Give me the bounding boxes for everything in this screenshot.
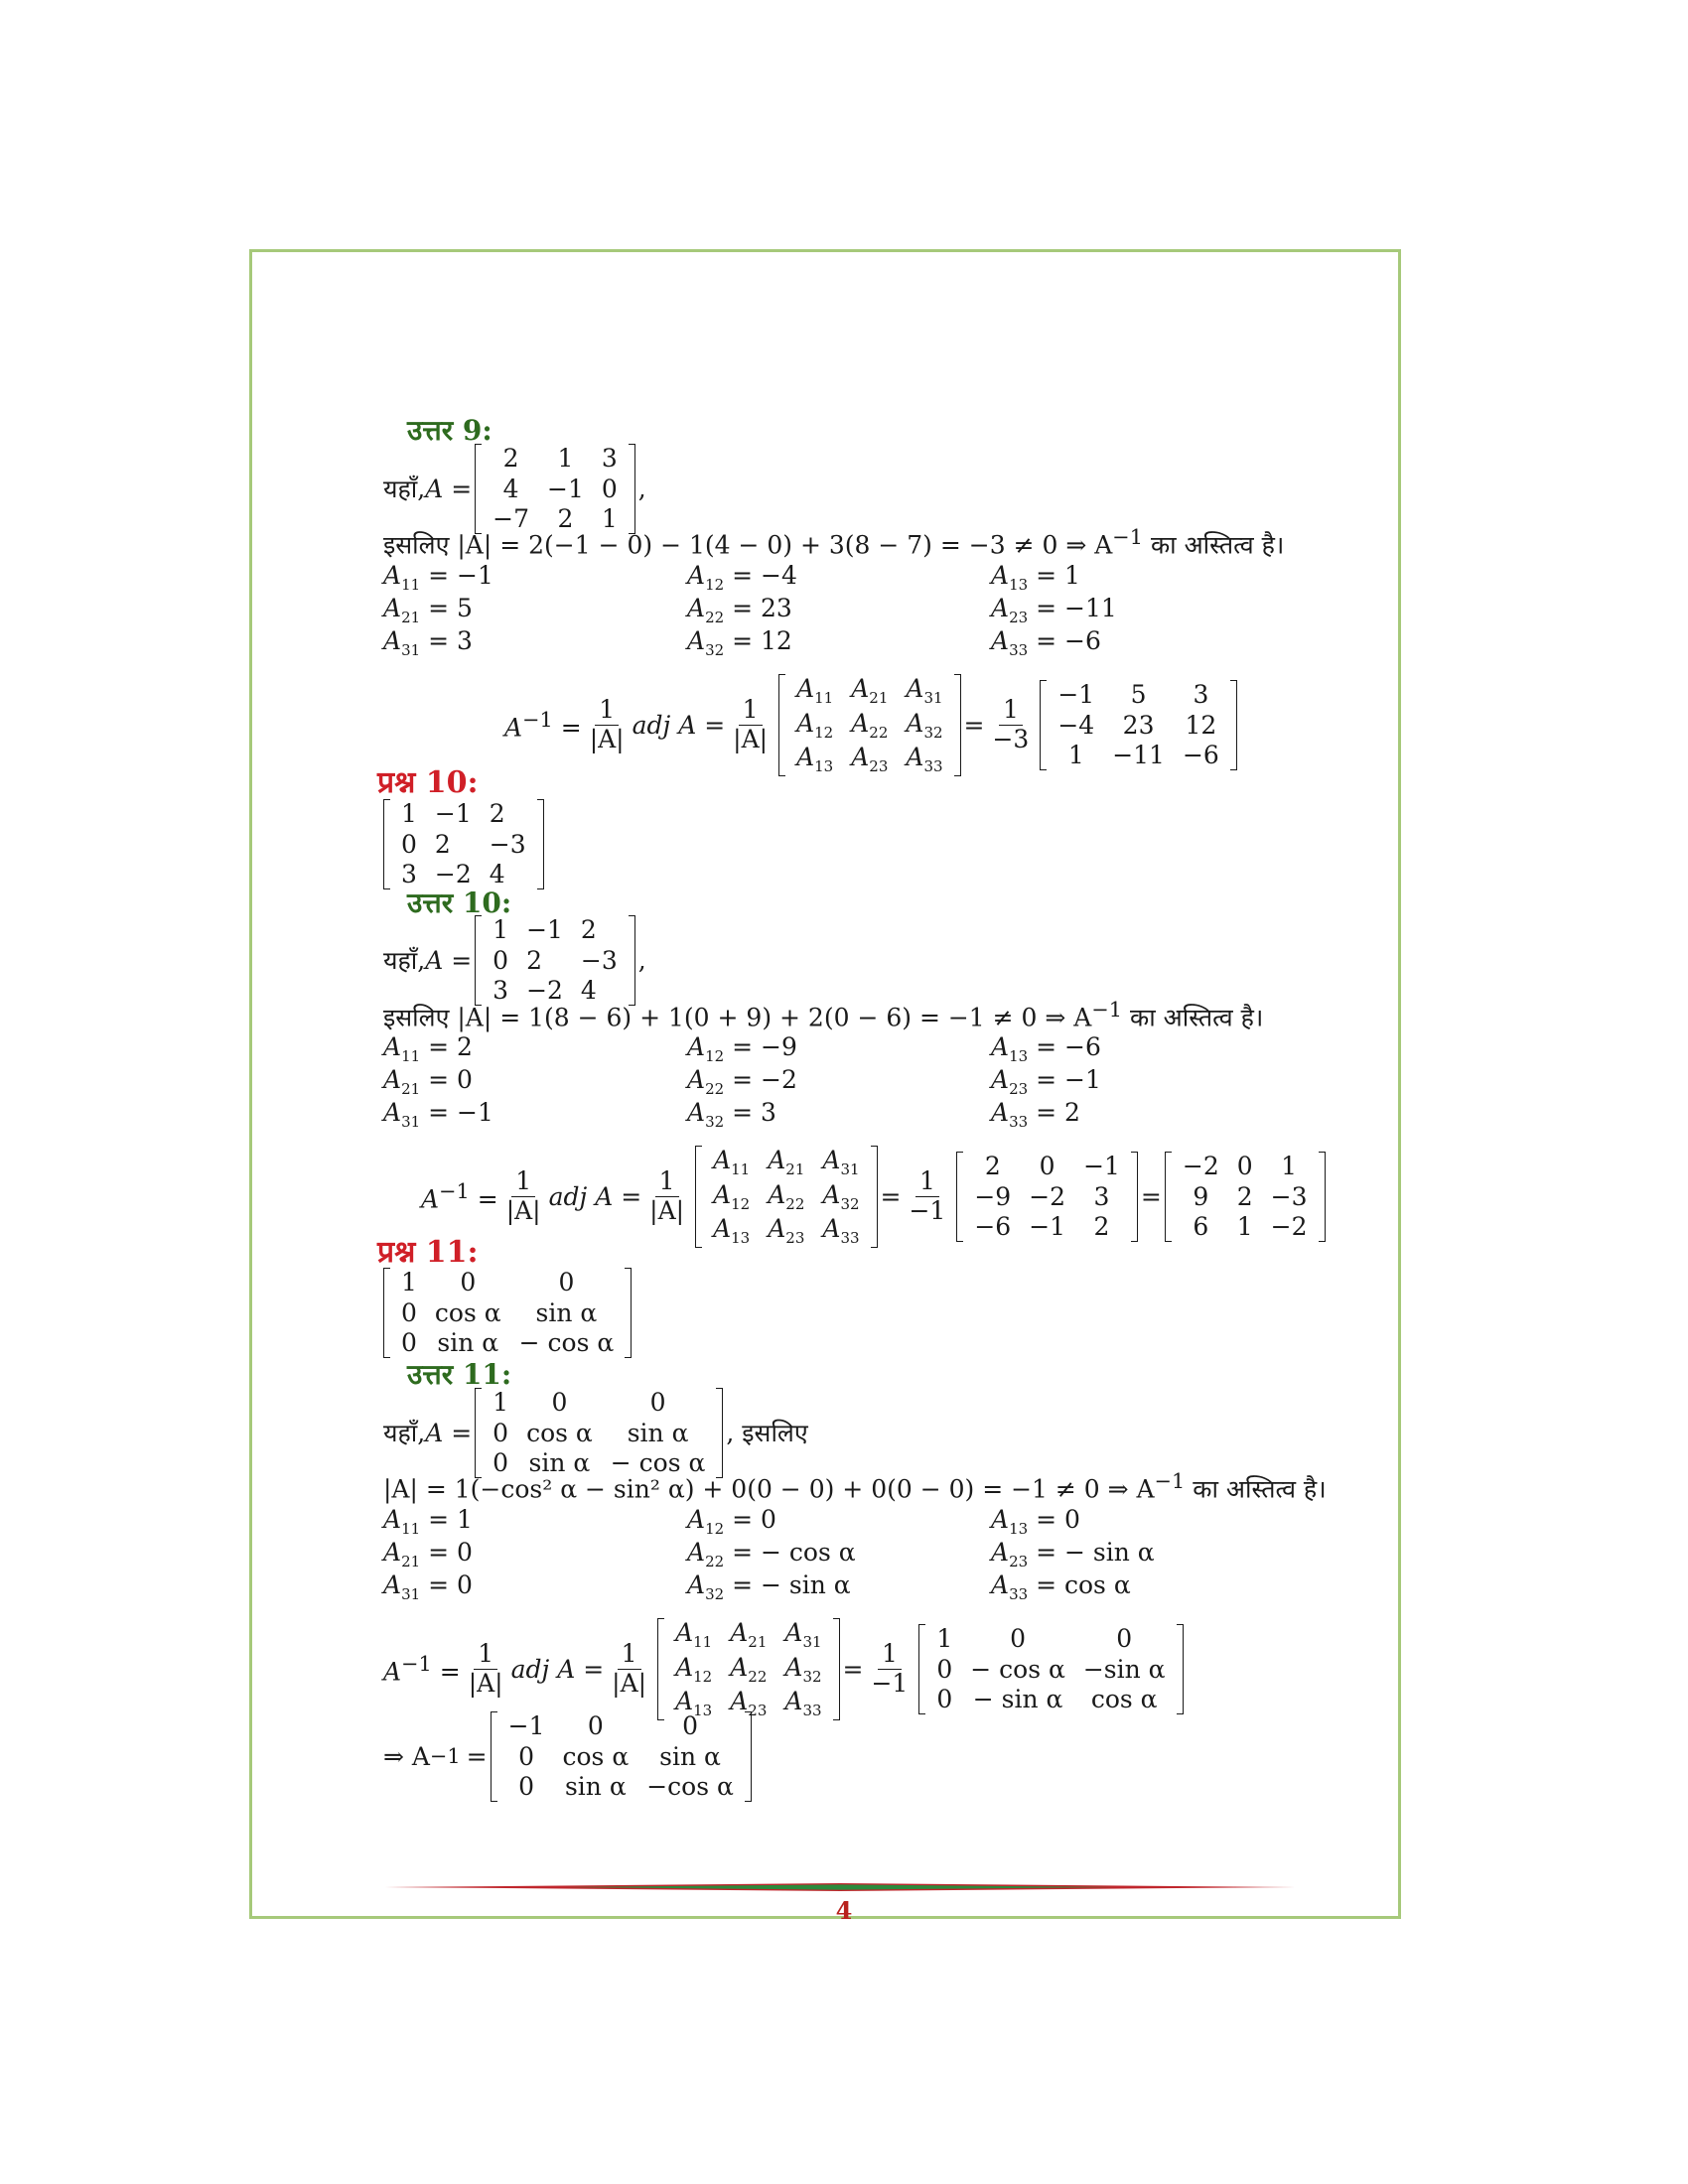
matrix-cell: −2	[434, 860, 472, 888]
cofactor-entry: $A_{22} = 23$	[687, 594, 792, 626]
matrix-cell: $A_{32}$	[906, 708, 943, 742]
matrix-cell: −1	[507, 1711, 545, 1740]
matrix-cell: 1	[1281, 1152, 1298, 1181]
matrix-cell: sin α	[564, 1772, 627, 1801]
cofactor-entry: $A_{21} = 0$	[383, 1538, 473, 1570]
matrix-cell: 0	[518, 1772, 534, 1801]
matrix-cell: $A_{23}$	[851, 743, 889, 776]
adj-symbols-a9	[778, 674, 960, 776]
matrix-cell: − cos α	[970, 1654, 1065, 1684]
matrix-cell: 1	[1236, 1212, 1253, 1242]
matrix-cell: 0	[1116, 1624, 1133, 1654]
matrix-cell: −sin α	[1082, 1654, 1166, 1684]
matrix-q10	[383, 799, 544, 889]
matrix-cell: 0	[1236, 1152, 1253, 1181]
cofactor-entry: $A_{21} = 0$	[383, 1065, 473, 1098]
matrix-cell: $A_{22}$	[768, 1179, 805, 1213]
matrix-cell: −2	[526, 976, 563, 1005]
question-10-matrix	[383, 799, 547, 889]
matrix-cell: $A_{11}$	[675, 1618, 713, 1651]
answer-10-determinant: इसलिए |A| = 1(8 − 6) + 1(0 + 9) + 2(0 − 6) = −1 ≠ 0 ⇒ $A^{-1}$ का अस्तित्व है।	[383, 998, 1264, 1032]
matrix-cell: − cos α	[610, 1448, 706, 1477]
matrix-cell: −6	[974, 1212, 1012, 1242]
cofactor-entry: $A_{12} = 0$	[687, 1505, 776, 1538]
matrix-cell: −4	[1057, 710, 1095, 740]
matrix-cell: $A_{12}$	[675, 1652, 713, 1686]
matrix-cell: 1	[492, 1388, 509, 1417]
matrix-cell: 2	[502, 444, 519, 473]
matrix-q11	[383, 1268, 632, 1358]
result-matrix-a9	[1040, 680, 1236, 770]
cofactor-entry: $A_{22}$ = − cos α	[687, 1538, 856, 1570]
matrix-cell: 3	[1093, 1181, 1110, 1211]
matrix-cell: 2	[434, 829, 451, 859]
cofactor-entry: $A_{31} = 0$	[383, 1570, 473, 1603]
matrix-cell: 1	[557, 444, 574, 473]
matrix-cell: $A_{33}$	[784, 1687, 822, 1720]
matrix-cell: 2	[984, 1152, 1001, 1181]
matrix-cell: $A_{32}$	[822, 1179, 860, 1213]
cofactor-entry: $A_{31} = -1$	[383, 1098, 493, 1131]
matrix-cell: − cos α	[518, 1328, 615, 1357]
cofactor-entry: $A_{32} = 12$	[687, 626, 792, 659]
matrix-cell: 0	[601, 474, 618, 503]
question-10-heading: प्रश्न 10:	[377, 765, 479, 800]
matrix-cell: 5	[1130, 680, 1147, 710]
matrix-cell: −3	[489, 829, 526, 859]
matrix-cell: 1	[1067, 741, 1084, 770]
matrix-cell: −1	[434, 799, 472, 828]
adj-symbols-a11	[657, 1618, 839, 1720]
matrix-cell: 3	[492, 976, 509, 1005]
matrix-cell: 1	[401, 1268, 417, 1297]
matrix-cell: $A_{33}$	[906, 743, 943, 776]
matrix-cell: 0	[492, 945, 509, 975]
cofactor-entry: $A_{22} = -2$	[687, 1065, 797, 1098]
cofactor-entry: $A_{23} = -1$	[991, 1065, 1101, 1098]
matrix-cell: $A_{21}$	[768, 1146, 805, 1178]
matrix-cell: cos α	[1090, 1685, 1158, 1714]
matrix-cell: 0	[936, 1654, 953, 1684]
matrix-cell: $A_{11}$	[796, 674, 834, 707]
matrix-cell: $A_{21}$	[851, 674, 889, 707]
cofactor-entry: $A_{13} = 0$	[991, 1505, 1080, 1538]
matrix-cell: 0	[551, 1388, 568, 1417]
matrix-cell: 3	[1193, 680, 1209, 710]
answer-11-matrix-def: यहाँ, A = 1 0 0 0 cos α sin α 0 sin α − cos α , इसलिए	[383, 1388, 808, 1477]
matrix-cell: 3	[601, 444, 618, 473]
matrix-cell: cos α	[562, 1741, 630, 1771]
adj-symbols-a10	[695, 1146, 877, 1248]
matrix-cell: $A_{23}$	[768, 1214, 805, 1248]
matrix-cell: $A_{22}$	[730, 1652, 768, 1686]
matrix-cell: $A_{31}$	[784, 1618, 822, 1651]
matrix-cell: −cos α	[646, 1772, 734, 1801]
matrix-cell: −1	[1029, 1212, 1066, 1242]
cofactor-entry: $A_{33} = \cos \alpha$	[991, 1570, 1131, 1603]
matrix-cell: − sin α	[972, 1685, 1063, 1714]
answer-10-inverse: $A^{-1}$ = $\frac{1}{|A|}$ adj A = $\frac{1}{|A|}$ $A_{11}$ $A_{21}$ $A_{31}$ $A_{12}$ $A_{22}$ $A_{32}$ $A_{13}$ $A_{23}$ $A_{33}$ = $\frac{1}{-1}$ 2 0 −1 −9 −2 3 −6 −1 2 = −2 0 1 9 2 −3 6 1 −2	[421, 1146, 1329, 1248]
matrix-cell: −11	[1112, 741, 1165, 770]
matrix-cell: 1	[936, 1624, 953, 1654]
cofactor-entry: $A_{11} = 1$	[383, 1505, 473, 1538]
scaled-matrix-a11	[918, 1624, 1183, 1714]
matrix-cell: 0	[1010, 1624, 1026, 1654]
cofactor-entry: $A_{13} = 1$	[991, 561, 1080, 594]
matrix-cell: 4	[489, 860, 505, 888]
matrix-cell: −3	[1270, 1181, 1308, 1211]
cofactor-entry: $A_{33} = -6$	[991, 626, 1101, 659]
matrix-cell: cos α	[434, 1297, 501, 1327]
matrix-cell: $A_{13}$	[713, 1214, 751, 1248]
cofactor-entry: $A_{32}$ = − sin α	[687, 1570, 851, 1603]
matrix-cell: sin α	[627, 1418, 689, 1447]
matrix-cell: $A_{31}$	[906, 674, 943, 707]
matrix-cell: $A_{11}$	[713, 1146, 751, 1178]
answer-11-inverse: $A^{-1}$ = $\frac{1}{|A|}$ adj A = $\frac{1}{|A|}$ $A_{11}$ $A_{21}$ $A_{31}$ $A_{12}$ $A_{22}$ $A_{32}$ $A_{13}$ $A_{23}$ $A_{33}$ = $\frac{1}{-1}$ 1 0 0 0 − cos α −sin α 0 − sin α cos α	[383, 1618, 1187, 1720]
answer-9-determinant: इसलिए |A| = 2(−1 − 0) − 1(4 − 0) + 3(8 − 7) = −3 ≠ 0 ⇒ $A^{-1}$ का अस्तित्व है।	[383, 525, 1285, 560]
answer-11-final: ⇒ A −1 = −1 0 0 0 cos α sin α 0 sin α −cos α	[383, 1711, 755, 1802]
answer-10-matrix-def: यहाँ, A = 1 −1 2 0 2 −3 3 −2 4 ,	[383, 915, 646, 1005]
cofactor-entry: $A_{21} = 5$	[383, 594, 473, 626]
matrix-cell: −3	[580, 945, 618, 975]
matrix-cell: 12	[1185, 710, 1217, 740]
matrix-cell: sin α	[659, 1741, 721, 1771]
cofactor-entry: $A_{12} = -4$	[687, 561, 797, 594]
result-matrix-a10	[1165, 1152, 1326, 1242]
matrix-cell: −2	[1182, 1152, 1219, 1181]
matrix-cell: 0	[587, 1711, 604, 1740]
cofactor-entry: $A_{31} = 3$	[383, 626, 473, 659]
matrix-cell: $A_{12}$	[796, 708, 834, 742]
matrix-cell: −1	[1057, 680, 1095, 710]
matrix-cell: 0	[518, 1741, 534, 1771]
matrix-cell: $A_{22}$	[851, 708, 889, 742]
answer-9-matrix-def: यहाँ, A = 2 1 3 4 −1 0 −7 2 1 ,	[383, 444, 646, 533]
matrix-cell: 0	[401, 829, 417, 859]
matrix-cell: 2	[1093, 1212, 1110, 1242]
answer-9-heading: उत्तर 9:	[407, 414, 492, 447]
answer-11-determinant: |A| = 1(−cos² α − sin² α) + 0(0 − 0) + 0(0 − 0) = −1 ≠ 0 ⇒ $A^{-1}$ का अस्तित्व है।	[383, 1469, 1327, 1504]
matrix-cell: −1	[547, 474, 584, 503]
page-number: 4	[835, 1896, 853, 1925]
matrix-cell: 2	[489, 799, 505, 828]
matrix-cell: 1	[401, 799, 417, 828]
matrix-cell: 6	[1193, 1212, 1209, 1242]
matrix-cell: $A_{13}$	[796, 743, 834, 776]
matrix-cell: −2	[1270, 1212, 1308, 1242]
cofactor-entry: $A_{23}$ = − sin α	[991, 1538, 1155, 1570]
matrix-cell: sin α	[528, 1448, 591, 1477]
matrix-cell: $A_{21}$	[730, 1618, 768, 1651]
matrix-cell: 2	[557, 504, 574, 533]
matrix-cell: −9	[974, 1181, 1012, 1211]
cofactor-entry: $A_{33} = 2$	[991, 1098, 1080, 1131]
matrix-cell: $A_{33}$	[822, 1214, 860, 1248]
matrix-cell: −1	[526, 915, 563, 944]
matrix-cell: 23	[1122, 710, 1155, 740]
matrix-cell: 4	[502, 474, 519, 503]
matrix-cell: 0	[936, 1685, 953, 1714]
result-matrix-a11	[491, 1711, 752, 1802]
cofactor-entry: $A_{32} = 3$	[687, 1098, 776, 1131]
matrix-cell: $A_{13}$	[675, 1687, 713, 1720]
matrix-cell: $A_{32}$	[784, 1652, 822, 1686]
matrix-cell: cos α	[526, 1418, 593, 1447]
cofactor-entry: $A_{12} = -9$	[687, 1032, 797, 1065]
matrix-cell: $A_{12}$	[713, 1179, 751, 1213]
cofactor-entry: $A_{11} = -1$	[383, 561, 493, 594]
matrix-cell: 0	[558, 1268, 575, 1297]
question-11-matrix	[383, 1268, 634, 1358]
answer-9-inverse: $A^{-1}$ = $\frac{1}{|A|}$ adj A = $\frac{1}{|A|}$ $A_{11}$ $A_{21}$ $A_{31}$ $A_{12}$ $A_{22}$ $A_{32}$ $A_{13}$ $A_{23}$ $A_{33}$ = $\frac{1}{-3}$ −1 5 3 −4 23 12 1 −11 −6	[504, 674, 1240, 776]
matrix-cell: −6	[1182, 741, 1219, 770]
matrix-a10	[475, 915, 635, 1006]
scaled-matrix-a10	[956, 1152, 1138, 1242]
answer-11-heading: उत्तर 11:	[407, 1358, 512, 1391]
matrix-cell: sin α	[437, 1328, 499, 1357]
matrix-cell: 0	[682, 1711, 698, 1740]
matrix-cell: 2	[1236, 1181, 1253, 1211]
cofactor-entry: $A_{23} = -11$	[991, 594, 1117, 626]
matrix-cell: 0	[492, 1448, 509, 1477]
matrix-cell: 0	[492, 1418, 509, 1447]
matrix-a11	[475, 1388, 723, 1478]
matrix-cell: 0	[460, 1268, 477, 1297]
matrix-cell: 0	[1039, 1152, 1055, 1181]
question-11-heading: प्रश्न 11:	[377, 1235, 479, 1270]
footer-divider	[385, 1883, 1296, 1891]
matrix-cell: $A_{23}$	[730, 1687, 768, 1720]
cofactor-entry: $A_{13} = -6$	[991, 1032, 1101, 1065]
matrix-cell: 0	[401, 1328, 417, 1357]
matrix-cell: 0	[401, 1297, 417, 1327]
matrix-cell: 1	[492, 915, 509, 944]
matrix-cell: 4	[580, 976, 597, 1005]
matrix-cell: $A_{31}$	[822, 1146, 860, 1178]
matrix-cell: −7	[492, 504, 530, 533]
matrix-cell: 2	[580, 915, 597, 944]
matrix-cell: 2	[526, 945, 542, 975]
matrix-a9	[475, 444, 635, 534]
matrix-cell: sin α	[535, 1297, 598, 1327]
matrix-cell: −1	[1083, 1152, 1120, 1181]
matrix-cell: 3	[401, 860, 417, 888]
matrix-cell: −2	[1029, 1181, 1066, 1211]
answer-10-heading: उत्तर 10:	[407, 887, 512, 919]
matrix-cell: 0	[649, 1388, 666, 1417]
matrix-cell: 9	[1193, 1181, 1209, 1211]
cofactor-entry: $A_{11} = 2$	[383, 1032, 473, 1065]
matrix-cell: 1	[601, 504, 618, 533]
